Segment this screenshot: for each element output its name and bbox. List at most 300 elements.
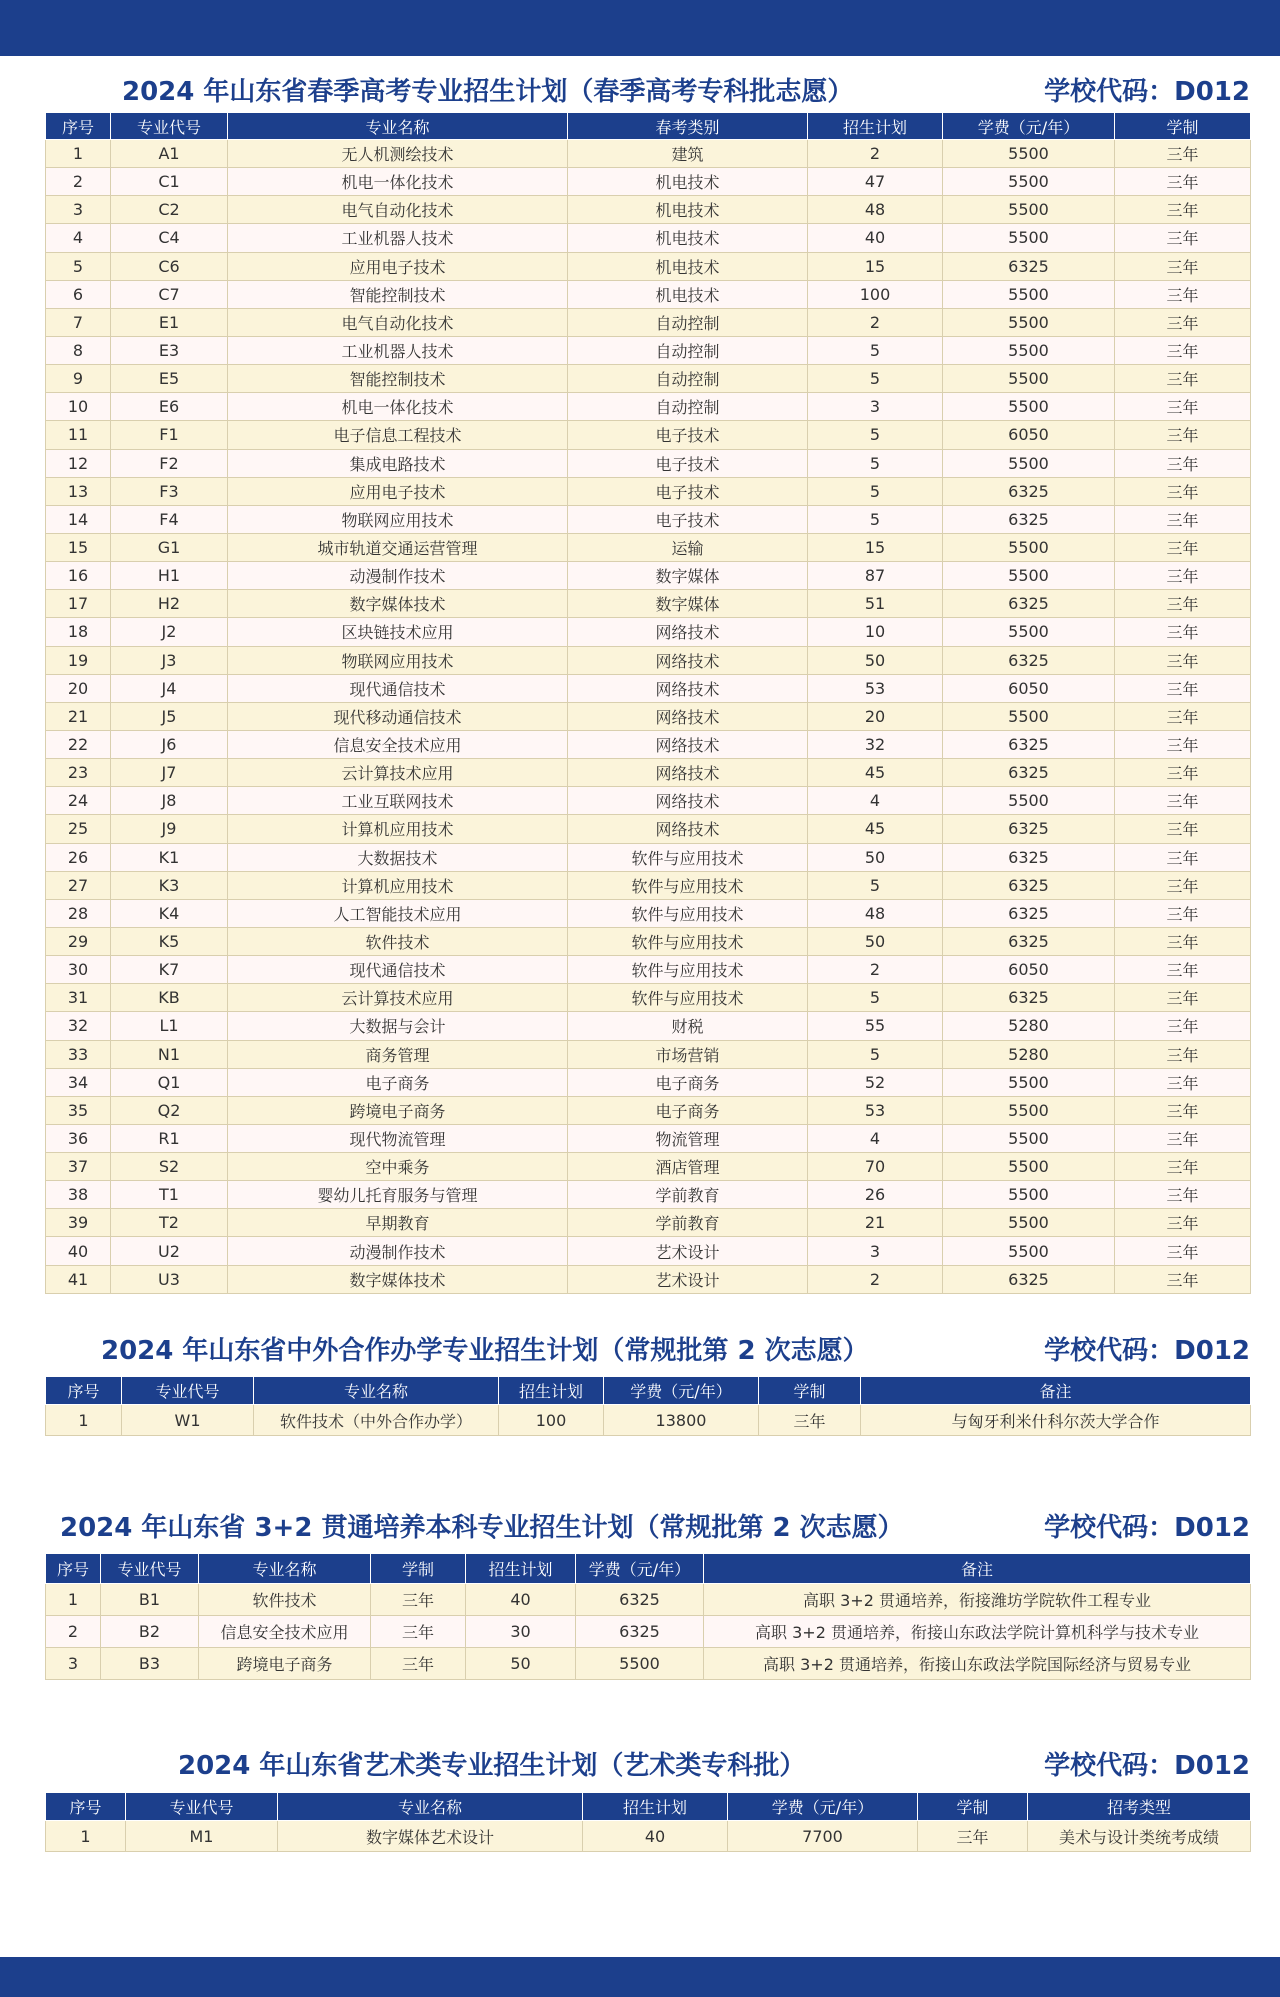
table-header-row	[46, 1377, 1251, 1405]
table-cell: 酒店管理	[568, 1153, 808, 1181]
table-cell: 19	[46, 646, 111, 674]
table-cell: 5500	[943, 702, 1115, 730]
table-row	[46, 1584, 1251, 1616]
table-cell: 1	[46, 1584, 101, 1616]
table-cell: 5	[808, 421, 943, 449]
column-header: 专业名称	[254, 1377, 499, 1405]
table-cell: 22	[46, 730, 111, 758]
table-row	[46, 815, 1251, 843]
table-cell: 三年	[1115, 168, 1251, 196]
table-cell: 52	[808, 1068, 943, 1096]
table-row	[46, 927, 1251, 955]
table-cell: 三年	[1115, 336, 1251, 364]
table-cell: 24	[46, 787, 111, 815]
column-header: 学费（元/年）	[576, 1554, 704, 1584]
table-cell: 三年	[1115, 252, 1251, 280]
table-cell: A1	[111, 140, 228, 168]
table-cell: 自动控制	[568, 365, 808, 393]
column-header: 专业代号	[111, 113, 228, 140]
table-cell: T1	[111, 1181, 228, 1209]
table-cell: 电气自动化技术	[228, 196, 568, 224]
column-header: 序号	[46, 1793, 126, 1821]
table-cell: 5500	[943, 1237, 1115, 1265]
table-cell: 电子技术	[568, 449, 808, 477]
table-cell: 机电技术	[568, 196, 808, 224]
table-cell: 三年	[1115, 1209, 1251, 1237]
table-cell: 电气自动化技术	[228, 308, 568, 336]
table-cell: 网络技术	[568, 759, 808, 787]
table-cell: 数字媒体	[568, 590, 808, 618]
table-cell: 25	[46, 815, 111, 843]
table-cell: 三年	[1115, 1068, 1251, 1096]
table-cell: 5500	[943, 365, 1115, 393]
table-cell: H1	[111, 562, 228, 590]
table-cell: 55	[808, 1012, 943, 1040]
table-cell: 5500	[943, 1209, 1115, 1237]
table-cell: 三年	[1115, 815, 1251, 843]
art-section	[45, 1746, 1250, 1852]
table-row	[46, 702, 1251, 730]
school-code: 学校代码：D012	[1044, 1751, 1250, 1781]
column-header: 专业代号	[101, 1554, 199, 1584]
column-header: 招生计划	[808, 113, 943, 140]
table-cell: 5280	[943, 1040, 1115, 1068]
table-cell: J2	[111, 618, 228, 646]
table-cell: 6325	[943, 899, 1115, 927]
column-header: 专业名称	[278, 1793, 583, 1821]
table-cell: 机电技术	[568, 168, 808, 196]
table-row	[46, 618, 1251, 646]
table-cell: 5500	[943, 280, 1115, 308]
table-cell: S2	[111, 1153, 228, 1181]
table-cell: J8	[111, 787, 228, 815]
table-cell: 软件技术（中外合作办学）	[254, 1405, 499, 1436]
column-header: 学费（元/年）	[604, 1377, 759, 1405]
table-cell: 软件与应用技术	[568, 984, 808, 1012]
table-cell: 三年	[1115, 843, 1251, 871]
table-cell: J3	[111, 646, 228, 674]
table-cell: 数字媒体	[568, 562, 808, 590]
table-cell: 网络技术	[568, 702, 808, 730]
table-cell: 6325	[943, 927, 1115, 955]
table-cell: J6	[111, 730, 228, 758]
table-cell: 5500	[576, 1648, 704, 1680]
table-cell: 3	[46, 196, 111, 224]
table-cell: 14	[46, 505, 111, 533]
table-cell: 三年	[1115, 505, 1251, 533]
table-cell: 6325	[943, 759, 1115, 787]
table-cell: 网络技术	[568, 730, 808, 758]
table-cell: 电子商务	[228, 1068, 568, 1096]
table-cell: 工业机器人技术	[228, 336, 568, 364]
table-cell: 三年	[1115, 1012, 1251, 1040]
table-cell: 三年	[1115, 449, 1251, 477]
table-header-row	[46, 1793, 1251, 1821]
table-cell: 大数据技术	[228, 843, 568, 871]
table-cell: 5	[808, 1040, 943, 1068]
table-cell: K1	[111, 843, 228, 871]
table-row	[46, 1648, 1251, 1680]
table-cell: 5	[808, 365, 943, 393]
table-cell: 26	[46, 843, 111, 871]
table-cell: 5500	[943, 336, 1115, 364]
table-cell: 高职 3+2 贯通培养，衔接山东政法学院国际经济与贸易专业	[704, 1648, 1251, 1680]
table-row	[46, 477, 1251, 505]
table-cell: M1	[126, 1821, 278, 1852]
table-row	[46, 1821, 1251, 1852]
column-header: 学制	[918, 1793, 1028, 1821]
table-cell: 40	[808, 224, 943, 252]
column-header: 专业代号	[122, 1377, 254, 1405]
table-cell: 5500	[943, 1181, 1115, 1209]
table-cell: 15	[808, 252, 943, 280]
table-cell: 6325	[943, 252, 1115, 280]
spring-plan-table	[45, 112, 1251, 1294]
spring-exam-section	[45, 72, 1250, 1294]
table-cell: 三年	[918, 1821, 1028, 1852]
table-body	[46, 1405, 1251, 1436]
section-header	[45, 1508, 1250, 1548]
table-row	[46, 449, 1251, 477]
table-cell: 大数据与会计	[228, 1012, 568, 1040]
school-code: 学校代码：D012	[1044, 1513, 1250, 1543]
table-body	[46, 1821, 1251, 1852]
table-cell: 计算机应用技术	[228, 871, 568, 899]
table-cell: 信息安全技术应用	[228, 730, 568, 758]
table-cell: 学前教育	[568, 1181, 808, 1209]
table-cell: 5	[808, 505, 943, 533]
table-row	[46, 1096, 1251, 1124]
table-row	[46, 1209, 1251, 1237]
table-cell: 三年	[1115, 533, 1251, 561]
table-cell: 物联网应用技术	[228, 505, 568, 533]
table-cell: 三年	[1115, 618, 1251, 646]
table-cell: 100	[499, 1405, 604, 1436]
table-cell: 软件与应用技术	[568, 927, 808, 955]
table-cell: 48	[808, 196, 943, 224]
table-cell: 电子商务	[568, 1096, 808, 1124]
table-cell: 1	[46, 1405, 122, 1436]
table-cell: 市场营销	[568, 1040, 808, 1068]
table-cell: 现代通信技术	[228, 956, 568, 984]
table-cell: 三年	[1115, 280, 1251, 308]
table-row	[46, 730, 1251, 758]
table-cell: 70	[808, 1153, 943, 1181]
table-cell: 5500	[943, 562, 1115, 590]
table-cell: 自动控制	[568, 308, 808, 336]
table-cell: Q2	[111, 1096, 228, 1124]
table-cell: 三年	[1115, 899, 1251, 927]
table-cell: 三年	[1115, 1096, 1251, 1124]
section-header	[45, 1331, 1250, 1371]
table-cell: 5500	[943, 533, 1115, 561]
column-header: 招生计划	[583, 1793, 728, 1821]
table-cell: 运输	[568, 533, 808, 561]
table-cell: 5500	[943, 1124, 1115, 1152]
column-header: 招考类型	[1028, 1793, 1251, 1821]
table-cell: 物联网应用技术	[228, 646, 568, 674]
table-cell: 7700	[728, 1821, 918, 1852]
table-cell: J7	[111, 759, 228, 787]
table-cell: 现代物流管理	[228, 1124, 568, 1152]
column-header: 学费（元/年）	[728, 1793, 918, 1821]
table-cell: 电子信息工程技术	[228, 421, 568, 449]
table-cell: 34	[46, 1068, 111, 1096]
table-cell: R1	[111, 1124, 228, 1152]
table-cell: C4	[111, 224, 228, 252]
table-cell: 5500	[943, 1068, 1115, 1096]
table-cell: 三年	[1115, 477, 1251, 505]
table-cell: C6	[111, 252, 228, 280]
table-cell: 11	[46, 421, 111, 449]
table-cell: E6	[111, 393, 228, 421]
table-cell: 5500	[943, 787, 1115, 815]
table-cell: K7	[111, 956, 228, 984]
table-cell: 53	[808, 1096, 943, 1124]
table-cell: 网络技术	[568, 618, 808, 646]
table-cell: 31	[46, 984, 111, 1012]
table-row	[46, 562, 1251, 590]
top-banner	[0, 0, 1280, 56]
table-cell: 电子技术	[568, 477, 808, 505]
table-cell: 网络技术	[568, 815, 808, 843]
table-cell: 32	[46, 1012, 111, 1040]
table-cell: 机电技术	[568, 280, 808, 308]
table-cell: 5	[808, 477, 943, 505]
table-row	[46, 224, 1251, 252]
table-cell: 40	[583, 1821, 728, 1852]
table-row	[46, 843, 1251, 871]
table-cell: 6325	[943, 646, 1115, 674]
table-cell: 数字媒体技术	[228, 590, 568, 618]
table-cell: 三年	[1115, 1265, 1251, 1293]
table-cell: 6050	[943, 421, 1115, 449]
table-cell: 电子技术	[568, 505, 808, 533]
table-cell: 三年	[1115, 590, 1251, 618]
table-cell: 5280	[943, 1012, 1115, 1040]
section-title: 2024 年山东省春季高考专业招生计划（春季高考专科批志愿）	[122, 77, 854, 107]
column-header: 学费（元/年）	[943, 113, 1115, 140]
table-cell: 30	[466, 1616, 576, 1648]
table-cell: 5500	[943, 1096, 1115, 1124]
table-cell: 13800	[604, 1405, 759, 1436]
table-cell: 17	[46, 590, 111, 618]
table-cell: 45	[808, 815, 943, 843]
table-cell: 13	[46, 477, 111, 505]
table-cell: 2	[46, 168, 111, 196]
table-cell: K3	[111, 871, 228, 899]
table-cell: 三年	[1115, 871, 1251, 899]
table-cell: 高职 3+2 贯通培养，衔接山东政法学院计算机科学与技术专业	[704, 1616, 1251, 1648]
art-plan-table	[45, 1792, 1251, 1852]
table-cell: 数字媒体艺术设计	[278, 1821, 583, 1852]
table-cell: 6325	[576, 1616, 704, 1648]
table-cell: 38	[46, 1181, 111, 1209]
table-cell: 18	[46, 618, 111, 646]
table-cell: 27	[46, 871, 111, 899]
table-cell: KB	[111, 984, 228, 1012]
table-cell: 28	[46, 899, 111, 927]
table-cell: 6325	[943, 1265, 1115, 1293]
table-cell: 三年	[1115, 140, 1251, 168]
column-header: 招生计划	[499, 1377, 604, 1405]
table-cell: 6325	[943, 505, 1115, 533]
table-cell: 三年	[371, 1648, 466, 1680]
table-row	[46, 533, 1251, 561]
table-cell: 现代移动通信技术	[228, 702, 568, 730]
table-cell: 20	[46, 674, 111, 702]
table-cell: 53	[808, 674, 943, 702]
table-cell: 动漫制作技术	[228, 562, 568, 590]
table-cell: 物流管理	[568, 1124, 808, 1152]
column-header: 备注	[704, 1554, 1251, 1584]
table-cell: 三年	[371, 1616, 466, 1648]
section-header	[45, 72, 1250, 112]
column-header: 学制	[371, 1554, 466, 1584]
table-cell: 云计算技术应用	[228, 759, 568, 787]
table-cell: 三年	[759, 1405, 861, 1436]
column-header: 专业代号	[126, 1793, 278, 1821]
table-cell: 45	[808, 759, 943, 787]
table-cell: 集成电路技术	[228, 449, 568, 477]
table-cell: 51	[808, 590, 943, 618]
table-row	[46, 956, 1251, 984]
table-cell: 计算机应用技术	[228, 815, 568, 843]
table-row	[46, 1012, 1251, 1040]
table-cell: 三年	[1115, 702, 1251, 730]
table-cell: B1	[101, 1584, 199, 1616]
table-cell: 三年	[1115, 562, 1251, 590]
table-cell: F4	[111, 505, 228, 533]
table-row	[46, 365, 1251, 393]
table-cell: G1	[111, 533, 228, 561]
table-cell: 学前教育	[568, 1209, 808, 1237]
table-cell: 48	[808, 899, 943, 927]
table-cell: 5	[808, 871, 943, 899]
table-cell: 无人机测绘技术	[228, 140, 568, 168]
table-cell: E3	[111, 336, 228, 364]
table-cell: 自动控制	[568, 336, 808, 364]
table-cell: 工业互联网技术	[228, 787, 568, 815]
table-row	[46, 1405, 1251, 1436]
column-header: 学制	[759, 1377, 861, 1405]
table-cell: 三年	[1115, 196, 1251, 224]
table-cell: 与匈牙利米什科尔茨大学合作	[861, 1405, 1251, 1436]
table-row	[46, 646, 1251, 674]
table-cell: 网络技术	[568, 787, 808, 815]
table-cell: 1	[46, 1821, 126, 1852]
table-cell: 财税	[568, 1012, 808, 1040]
table-cell: 城市轨道交通运营管理	[228, 533, 568, 561]
table-cell: 23	[46, 759, 111, 787]
pipeline-section	[45, 1508, 1250, 1680]
table-row	[46, 590, 1251, 618]
table-cell: 33	[46, 1040, 111, 1068]
table-row	[46, 421, 1251, 449]
table-cell: 5500	[943, 449, 1115, 477]
table-cell: F1	[111, 421, 228, 449]
table-cell: 软件与应用技术	[568, 843, 808, 871]
column-header: 序号	[46, 1554, 101, 1584]
table-cell: 6325	[943, 477, 1115, 505]
column-header: 备注	[861, 1377, 1251, 1405]
table-cell: 7	[46, 308, 111, 336]
table-cell: 5500	[943, 308, 1115, 336]
table-cell: C7	[111, 280, 228, 308]
table-cell: 三年	[1115, 393, 1251, 421]
table-cell: 50	[808, 843, 943, 871]
table-cell: 三年	[371, 1584, 466, 1616]
table-cell: 3	[808, 393, 943, 421]
table-cell: 软件技术	[199, 1584, 371, 1616]
table-cell: 6325	[943, 843, 1115, 871]
table-cell: N1	[111, 1040, 228, 1068]
column-header: 序号	[46, 1377, 122, 1405]
table-cell: 39	[46, 1209, 111, 1237]
table-cell: 艺术设计	[568, 1237, 808, 1265]
table-cell: H2	[111, 590, 228, 618]
table-cell: 6325	[943, 590, 1115, 618]
table-cell: 29	[46, 927, 111, 955]
school-code: 学校代码：D012	[1044, 1336, 1250, 1366]
table-cell: 三年	[1115, 674, 1251, 702]
table-cell: 三年	[1115, 1237, 1251, 1265]
table-cell: 8	[46, 336, 111, 364]
table-cell: 100	[808, 280, 943, 308]
table-cell: K4	[111, 899, 228, 927]
table-cell: J9	[111, 815, 228, 843]
section-header	[45, 1746, 1250, 1786]
section-title: 2024 年山东省中外合作办学专业招生计划（常规批第 2 次志愿）	[101, 1336, 869, 1366]
table-cell: B2	[101, 1616, 199, 1648]
table-cell: 自动控制	[568, 393, 808, 421]
section-title: 2024 年山东省 3+2 贯通培养本科专业招生计划（常规批第 2 次志愿）	[60, 1513, 904, 1543]
table-cell: 三年	[1115, 308, 1251, 336]
table-cell: 2	[808, 308, 943, 336]
column-header: 春考类别	[568, 113, 808, 140]
column-header: 专业名称	[199, 1554, 371, 1584]
table-cell: 软件与应用技术	[568, 871, 808, 899]
table-cell: 三年	[1115, 927, 1251, 955]
table-cell: 人工智能技术应用	[228, 899, 568, 927]
table-row	[46, 1153, 1251, 1181]
table-row	[46, 674, 1251, 702]
table-cell: C2	[111, 196, 228, 224]
table-cell: 三年	[1115, 759, 1251, 787]
table-cell: 5500	[943, 168, 1115, 196]
table-cell: 5	[808, 336, 943, 364]
school-code: 学校代码：D012	[1044, 77, 1250, 107]
table-cell: L1	[111, 1012, 228, 1040]
table-cell: F3	[111, 477, 228, 505]
table-cell: 4	[808, 787, 943, 815]
table-cell: 26	[808, 1181, 943, 1209]
table-row	[46, 1124, 1251, 1152]
table-cell: 工业机器人技术	[228, 224, 568, 252]
table-cell: 软件技术	[228, 927, 568, 955]
table-cell: 婴幼儿托育服务与管理	[228, 1181, 568, 1209]
table-body	[46, 140, 1251, 1294]
table-cell: 云计算技术应用	[228, 984, 568, 1012]
table-row	[46, 140, 1251, 168]
table-cell: J5	[111, 702, 228, 730]
table-cell: 6325	[943, 871, 1115, 899]
table-cell: 6050	[943, 674, 1115, 702]
table-cell: 机电技术	[568, 224, 808, 252]
table-cell: 36	[46, 1124, 111, 1152]
table-cell: 5500	[943, 393, 1115, 421]
table-row	[46, 871, 1251, 899]
